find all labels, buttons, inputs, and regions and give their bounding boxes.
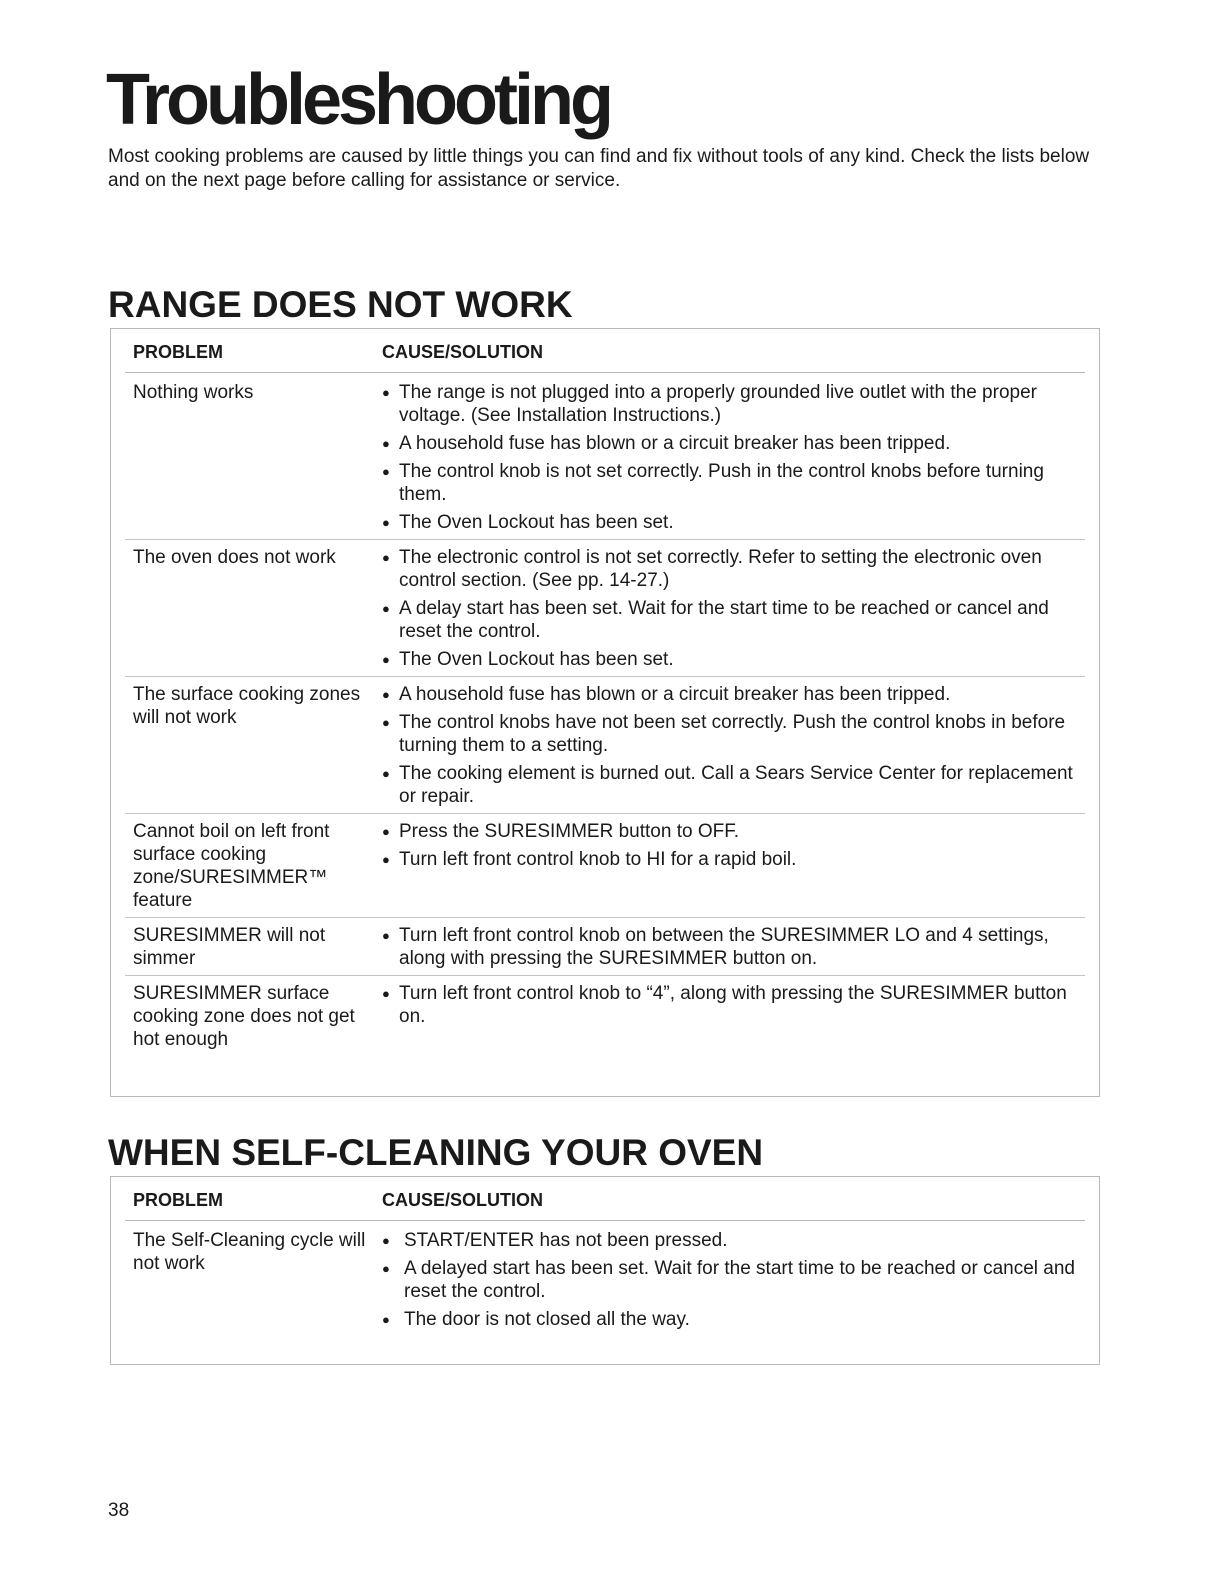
bullet-icon: ● bbox=[382, 550, 390, 565]
bullet-icon: ● bbox=[382, 852, 390, 867]
bullet-icon: ● bbox=[382, 824, 390, 839]
column-header-solution: CAUSE/SOLUTION bbox=[382, 1190, 544, 1210]
table-row bbox=[125, 917, 1085, 975]
bullet-icon: ● bbox=[382, 715, 390, 730]
bullet-icon: ● bbox=[382, 652, 390, 667]
bullet-icon: ● bbox=[382, 601, 390, 616]
table-row bbox=[125, 539, 1085, 676]
problem-cell: Cannot boil on left front surface cooking zone/SURESIMMER™ feature bbox=[133, 821, 330, 911]
bullet-icon: ● bbox=[382, 464, 390, 479]
bullet-icon: ● bbox=[382, 986, 390, 1001]
solution-cell bbox=[382, 1229, 1085, 1331]
problem-cell: The oven does not work bbox=[133, 547, 336, 568]
solution-item: ● Turn left front control knob on between the SURESIMMER LO and 4 settings, along with pressing the SURESIMMER button on. bbox=[382, 925, 1049, 969]
solution-item: ● The control knobs have not been set correctly. Push the control knobs in before turning them to a setting. bbox=[382, 712, 1066, 756]
solution-item: ● The door is not closed all the way. bbox=[382, 1309, 690, 1330]
solution-item: ● The Oven Lockout has been set. bbox=[382, 512, 674, 533]
solution-item: ● A delayed start has been set. Wait for the start time to be reached or cancel and reset the control. bbox=[382, 1258, 1076, 1302]
bullet-icon: ● bbox=[382, 928, 390, 943]
solution-item: ● Turn left front control knob to “4”, along with pressing the SURESIMMER button on. bbox=[382, 983, 1067, 1027]
solution-item: ● The electronic control is not set correctly. Refer to setting the electronic oven control section. (See pp. 14-27.) bbox=[382, 547, 1042, 591]
problem-cell: SURESIMMER will not simmer bbox=[133, 925, 326, 969]
solution-item: ● Press the SURESIMMER button to OFF. bbox=[382, 821, 739, 842]
bullet-icon: ● bbox=[382, 687, 390, 702]
table-row bbox=[125, 676, 1085, 813]
solution-cell bbox=[382, 982, 1085, 1051]
column-header-problem: PROBLEM bbox=[133, 342, 223, 362]
solution-item: ● The Oven Lockout has been set. bbox=[382, 649, 674, 670]
troubleshooting-table-self-cleaning bbox=[110, 1176, 1100, 1365]
solution-item: ● The cooking element is burned out. Call a Sears Service Center for replacement or repair. bbox=[382, 763, 1073, 807]
problem-cell: The surface cooking zones will not work bbox=[133, 684, 361, 728]
bullet-icon: ● bbox=[382, 1312, 390, 1327]
section-heading-range: RANGE DOES NOT WORK bbox=[108, 284, 573, 325]
problem-cell: Nothing works bbox=[133, 382, 254, 403]
solution-item: ● A household fuse has blown or a circuit breaker has been tripped. bbox=[382, 684, 951, 705]
solution-cell bbox=[382, 683, 1085, 808]
bullet-icon: ● bbox=[382, 766, 390, 781]
solution-cell bbox=[382, 820, 1085, 912]
table-header bbox=[125, 329, 1085, 373]
solution-cell bbox=[382, 924, 1085, 970]
bullet-icon: ● bbox=[382, 385, 390, 400]
bullet-icon: ● bbox=[382, 1233, 390, 1248]
column-header-problem: PROBLEM bbox=[133, 1190, 223, 1210]
page-title: Troubleshooting bbox=[106, 60, 610, 140]
solution-item: ● The control knob is not set correctly. Push in the control knobs before turning them. bbox=[382, 461, 1044, 505]
table-row bbox=[125, 975, 1085, 1056]
column-header-solution: CAUSE/SOLUTION bbox=[382, 342, 544, 362]
table-row bbox=[125, 1221, 1085, 1336]
troubleshooting-table-range bbox=[110, 328, 1100, 1097]
solution-item: ● The range is not plugged into a properly grounded live outlet with the proper voltage. (See Installation Instructions.) bbox=[382, 382, 1037, 426]
table-row bbox=[125, 813, 1085, 917]
solution-cell bbox=[382, 546, 1085, 671]
solution-item: ● A delay start has been set. Wait for the start time to be reached or cancel and reset the control. bbox=[382, 598, 1049, 642]
page-number: 38 bbox=[108, 1500, 130, 1521]
table-row bbox=[125, 373, 1085, 539]
problem-cell: The Self-Cleaning cycle will not work bbox=[133, 1230, 366, 1274]
solution-item: ● A household fuse has blown or a circuit breaker has been tripped. bbox=[382, 433, 951, 454]
bullet-icon: ● bbox=[382, 1261, 390, 1276]
section-heading-self-cleaning: WHEN SELF-CLEANING YOUR OVEN bbox=[108, 1132, 764, 1173]
solution-cell bbox=[382, 381, 1085, 534]
problem-cell: SURESIMMER surface cooking zone does not get hot enough bbox=[133, 983, 355, 1050]
bullet-icon: ● bbox=[382, 515, 390, 530]
solution-item: ● START/ENTER has not been pressed. bbox=[382, 1230, 728, 1251]
bullet-icon: ● bbox=[382, 436, 390, 451]
solution-item: ● Turn left front control knob to HI for a rapid boil. bbox=[382, 849, 797, 870]
table-header bbox=[125, 1177, 1085, 1221]
intro-paragraph: Most cooking problems are caused by little things you can find and fix without tools of any kind. Check the lists below and on the next page before calling for assistance or service. bbox=[108, 146, 1090, 191]
